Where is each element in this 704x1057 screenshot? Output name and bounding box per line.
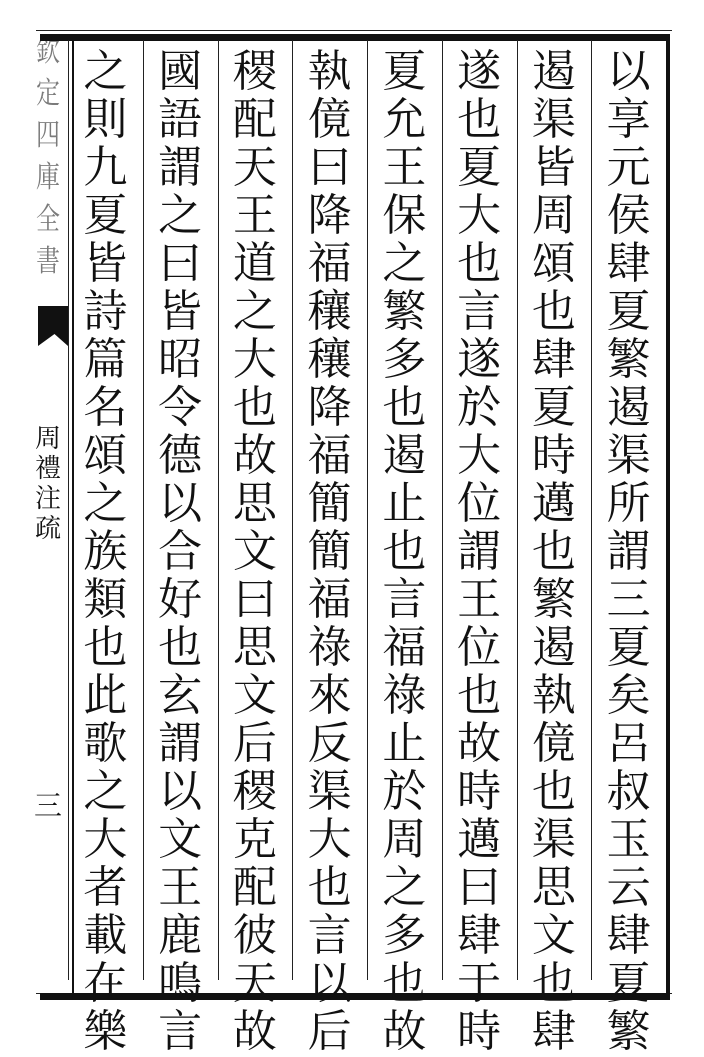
margin-title-char: 注 — [34, 484, 61, 514]
column-rule — [292, 40, 293, 980]
text-column-5: 執 傹 曰 降 福 穰 穰 降 福 簡 簡 福 祿 來 反 渠 大 也 言 以 后 — [307, 46, 352, 1057]
text-column-7: 國 語 謂 之 曰 皆 昭 令 德 以 合 好 也 玄 謂 以 文 王 鹿 鳴 言 — [158, 46, 203, 1057]
margin-glyph: 庫 — [36, 160, 60, 195]
text-column-1: 以 享 元 侯 肆 夏 繁 遏 渠 所 謂 三 夏 矣 呂 叔 玉 云 肆 夏 繁 — [606, 46, 651, 1057]
margin-title-char: 疏 — [34, 514, 61, 544]
margin-glyph: 全 — [36, 202, 60, 237]
column-rule — [143, 40, 144, 980]
folio-number: 三 — [33, 789, 62, 822]
margin-title-char: 周 — [34, 424, 61, 454]
column-rule — [68, 40, 69, 980]
margin-glyph: 四 — [36, 118, 60, 153]
column-rule — [218, 40, 219, 980]
column-rule — [367, 40, 368, 980]
text-column-3: 遂 也 夏 大 也 言 遂 於 大 位 謂 王 位 也 故 時 邁 曰 肆 于 時 — [457, 46, 502, 1057]
text-column-4: 夏 允 王 保 之 繁 多 也 遏 止 也 言 福 祿 止 於 周 之 多 也 故 — [382, 46, 427, 1057]
text-column-6: 稷 配 天 王 道 之 大 也 故 思 文 曰 思 文 后 稷 克 配 彼 天 故 — [232, 46, 277, 1057]
text-column-8: 之 則 九 夏 皆 詩 篇 名 頌 之 族 類 也 此 歌 之 大 者 載 在 樂 — [83, 46, 128, 1057]
margin-title-char: 禮 — [34, 454, 61, 484]
column-rule — [442, 40, 443, 980]
margin-top-title — [28, 34, 68, 304]
column-rule — [517, 40, 518, 980]
column-rule — [591, 40, 592, 980]
margin-book-title — [28, 424, 68, 544]
margin-glyph: 定 — [36, 76, 60, 111]
margin-glyph: 書 — [36, 244, 60, 279]
text-column-2: 遏 渠 皆 周 頌 也 肆 夏 時 邁 也 繁 遏 執 傹 也 渠 思 文 也 肆 — [531, 46, 576, 1057]
margin-glyph: 欽 — [36, 34, 60, 69]
